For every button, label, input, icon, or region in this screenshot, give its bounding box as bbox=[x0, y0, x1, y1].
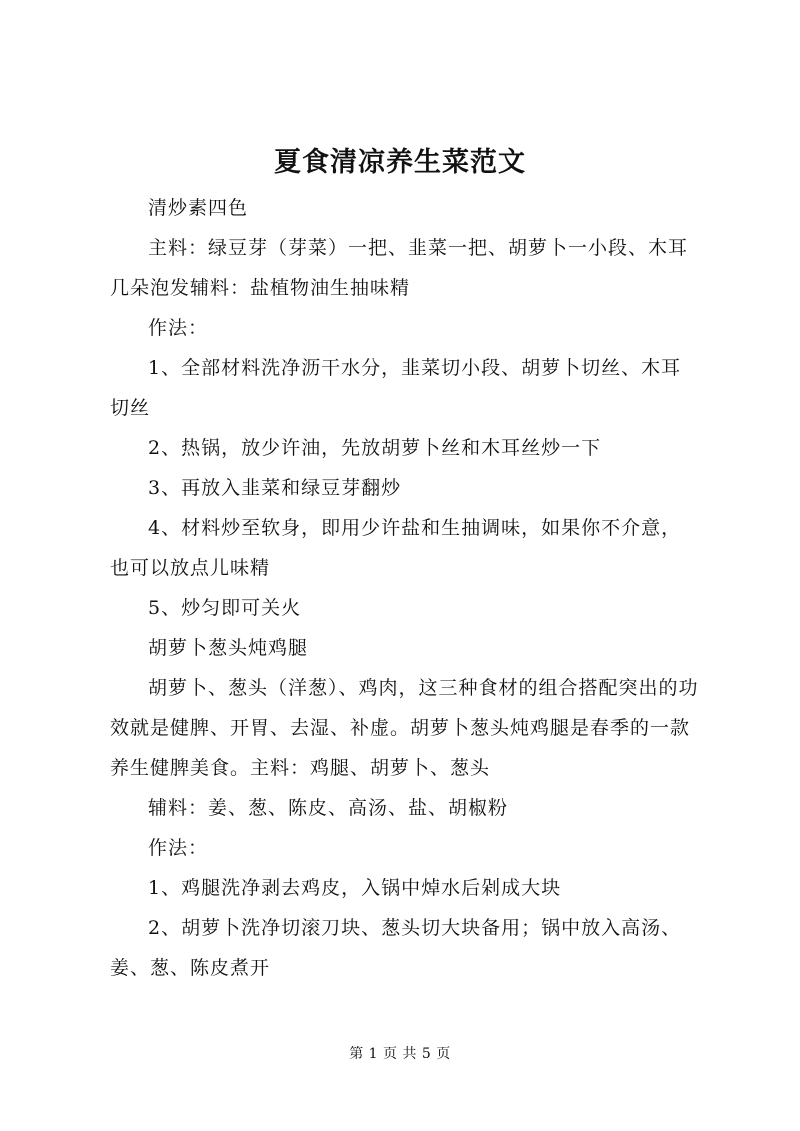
paragraph: 1、鸡腿洗净剥去鸡皮，入锅中焯水后剁成大块 bbox=[148, 877, 562, 899]
document-body bbox=[110, 188, 700, 988]
paragraph: 清炒素四色 bbox=[148, 197, 249, 219]
paragraph: 5、炒匀即可关火 bbox=[148, 597, 302, 619]
paragraph: 2、胡萝卜洗净切滚刀块、葱头切大块备用；锅中放入高汤、姜、葱、陈皮煮开 bbox=[110, 917, 682, 979]
paragraph: 2、热锅，放少许油，先放胡萝卜丝和木耳丝炒一下 bbox=[148, 437, 602, 459]
paragraph: 作法： bbox=[148, 317, 209, 339]
paragraph: 4、材料炒至软身，即用少许盐和生抽调味，如果你不介意，也可以放点儿味精 bbox=[110, 517, 682, 579]
page-footer: 第 1 页 共 5 页 bbox=[349, 1046, 451, 1062]
paragraph: 胡萝卜葱头炖鸡腿 bbox=[148, 637, 309, 659]
paragraph: 1、全部材料洗净沥干水分，韭菜切小段、胡萝卜切丝、木耳切丝 bbox=[110, 357, 682, 419]
paragraph: 辅料：姜、葱、陈皮、高汤、盐、胡椒粉 bbox=[148, 797, 509, 819]
document-title: 夏食清凉养生菜范文 bbox=[274, 147, 526, 178]
paragraph: 胡萝卜、葱头（洋葱）、鸡肉，这三种食材的组合搭配突出的功效就是健脾、开胃、去湿、补虚。胡萝卜葱头炖鸡腿是春季的一款养生健脾美食。主料：鸡腿、胡萝卜、葱头 bbox=[110, 677, 699, 779]
paragraph: 3、再放入韭菜和绿豆芽翻炒 bbox=[148, 477, 402, 499]
paragraph: 作法： bbox=[148, 837, 209, 859]
paragraph: 主料：绿豆芽（芽菜）一把、韭菜一把、胡萝卜一小段、木耳几朵泡发辅料：盐植物油生抽味精 bbox=[110, 237, 689, 299]
